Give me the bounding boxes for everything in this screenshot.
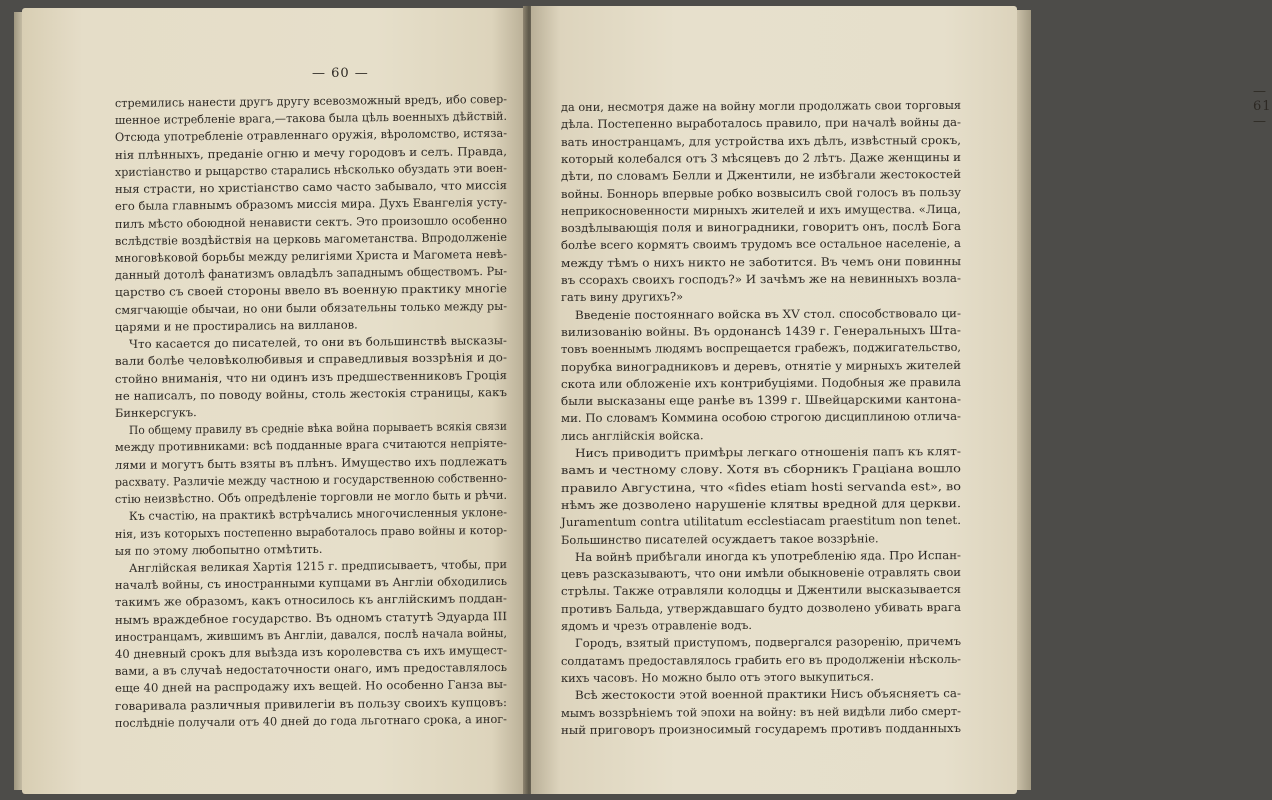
text-line: Большинство писателей осуждаетъ такое воззрѣніе. [560,530,879,547]
page-number-61: — 61 — [1253,84,1272,129]
text-line: неприкосновенности мирныхъ жителей и ихъ имущества. «Лица, [560,201,962,218]
text-line: Отсюда употребленіе отравленнаго оружія, вѣроломство, истяза- [114,126,508,145]
text-line: гать вину другихъ?» [560,289,684,305]
text-line: не написалъ, по поводу войны, столь жестокія страницы, какъ [114,384,508,403]
text-line: вами, а въ случаѣ недостаточности онаго, имъ предоставлялось [114,660,508,679]
text-line: еще 40 дней на распродажу ихъ вещей. Но особенно Ганза вы- [114,677,508,696]
text-line: вилизованію войны. Въ ордонансѣ 1439 г. Генеральныхъ Шта- [560,322,962,339]
text-line: многовѣковой борьбы между религіями Христа и Магомета невѣ- [114,246,508,265]
text-line: мымъ воззрѣніемъ той эпохи на войну: въ ней видѣли либо смерт- [560,703,962,720]
text-line: нія плѣнныхъ, преданіе огню и мечу городовъ и селъ. Правда, [114,143,508,162]
text-line: который колебался отъ 3 мѣсяцевъ до 2 лѣтъ. Даже женщины и [560,149,962,166]
text-line: да они, несмотря даже на войну могли продолжать свои торговыя [560,97,962,114]
text-line: Всѣ жестокости этой военной практики Нисъ объясняетъ са- [574,686,962,703]
text-line: Juramentum contra utilitatum ecclestiacam praestitum non tenet. [560,513,962,530]
text-line: вамъ и честному слову. Хотя въ сборникъ Граціана вошло [560,461,962,478]
text-line: товъ военнымъ людямъ воспрещается грабежъ, поджигательство, [560,340,962,357]
text-line: вслѣдствіе воздѣйствія на церковь магометанства. Впродолженіе [114,229,508,248]
text-line: стію неизвѣстно. Объ опредѣленіе торговли не могло быть и рѣчи. [114,487,508,507]
text-line: ныя страсти, но христіанство само часто забывало, что миссія [114,178,508,197]
text-line: Къ счастію, на практикѣ встрѣчались многочисленныя уклоне- [128,505,508,524]
text-line: цевъ разсказываютъ, что они имѣли обыкновеніе отравлять свои [560,565,962,582]
text-line: лями и могутъ быть взяты въ плѣнъ. Имущество ихъ подлежатъ [114,453,508,472]
text-line: На войнѣ прибѣгали иногда къ употребленію яда. Про Испан- [574,547,962,564]
page-number-60: — 60 — [312,66,369,81]
text-line: данный дотолѣ фанатизмъ овладѣлъ западнымъ обществомъ. Ры- [114,264,508,283]
text-line: ми. По словамъ Коммина особою строгою дисциплиною отлича- [560,409,962,426]
text-line: шенное истребленіе врага,—такова была цѣль военныхъ дѣйствій. [114,109,508,128]
text-line: христіанство и рыцарство старались нѣсколько обуздать эти воен- [114,160,508,179]
text-line: ядомъ и чрезъ отравленіе водъ. [560,617,753,633]
text-line: дѣти, по словамъ Белли и Джентили, не избѣгали жестокостей [560,167,962,184]
text-line: 40 дневный срокъ для выѣзда изъ королевства съ ихъ имущест- [114,642,508,662]
right-page-edge [1017,10,1031,790]
text-line: въ ссорахъ своихъ господъ?» И зачѣмъ же на невинныхъ возла- [560,270,962,287]
text-line: нымъ враждебное государство. Въ одномъ статутѣ Эдуарда III [114,608,508,627]
text-line: дѣла. Постепенно выработалось правило, при началѣ войны да- [560,115,962,132]
text-line: Англійская великая Хартія 1215 г. предписываетъ, чтобы, при [128,556,508,575]
text-line: были высказаны еще ранѣе въ 1399 г. Швейцарскими кантона- [560,392,962,409]
text-line: пилъ мѣсто обоюдной ненависти сектъ. Это произошло особенно [114,212,508,231]
text-line: говаривала различныя привилегіи въ пользу своихъ купцовъ: [114,694,508,713]
text-line: воздѣлывающія поля и виноградники, говоритъ онъ, послѣ Бога [560,219,962,236]
text-line: послѣдніе получали отъ 40 дней до года льготнаго срока, а иног- [114,711,508,730]
text-line: Введеніе постояннаго войска въ XV стол. способствовало ци- [574,305,962,322]
text-line: стремились нанести другъ другу всевозможный вредъ, ибо совер- [114,91,508,110]
text-line: стрѣлы. Также отравляли колодцы и Джентили высказывается [560,582,962,599]
text-line: скота или обложеніе ихъ контрибуціями. Подобныя же правила [560,374,962,391]
text-line: По общему правилу въ средніе вѣка война порываетъ всякія связи [128,418,508,438]
text-line: расхвату. Различіе между частною и государственною собственно- [114,470,508,489]
text-line: противъ Бальда, утверждавшаго будто дозволено убивать врага [560,599,962,616]
text-line: вали болѣе человѣколюбивыя и справедливыя воззрѣнія и до- [114,350,508,369]
text-line: ыя по этому любопытно отмѣтить. [114,541,323,558]
text-line: Городъ, взятый приступомъ, подвергался разоренію, причемъ [574,634,962,651]
text-line: царями и не простирались на вилланов. [114,317,358,334]
text-line: нѣмъ же дозволено нарушеніе клятвы вредной для церкви. [560,496,962,512]
text-line: Бинкерсгукъ. [114,405,197,420]
text-line: смягчающіе обычаи, но они были обязательны только между ры- [114,298,508,317]
text-line: царство съ своей стороны ввело въ военную практику многіе [114,281,508,300]
text-line: вать иностранцамъ, для устройства ихъ дѣлъ, извѣстный срокъ, [560,132,962,149]
text-line: кихъ часовъ. Но можно было отъ этого выкупиться. [560,669,875,685]
text-line: лись англійскія войска. [560,427,704,443]
text-line: Нисъ приводитъ примѣры легкаго отношенія папъ къ клят- [574,444,962,460]
text-line: правило Августина, что «fides etiam hosti servanda est», во [560,478,962,495]
right-page [531,6,1272,794]
text-line: между тѣмъ о нихъ никто не заботится. Въ чемъ они повинны [560,253,962,270]
text-line: между противниками: всѣ подданные врага считаются непріяте- [114,436,508,455]
text-line: началѣ войны, съ иностранными купцами въ Англіи обходились [114,574,508,593]
text-line: солдатамъ предоставлялось грабить его въ продолженіи нѣсколь- [560,651,962,668]
text-line: его была главнымъ образомъ миссія мира. Духъ Евангелія усту- [114,195,508,214]
text-line: ный приговоръ произносимый государемъ противъ подданныхъ [560,720,962,737]
text-line: нія, изъ которыхъ постепенно выработалось право войны и котор- [114,522,508,541]
left-page [22,8,527,794]
text-line: стойно вниманія, что ни одинъ изъ предшественниковъ Гроція [114,367,508,386]
text-line: такимъ же образомъ, какъ относилось къ англійскимъ поддан- [114,591,508,610]
text-line: иностранцамъ, жившимъ въ Англіи, давался, послѣ начала войны, [114,625,508,644]
text-line: болѣе всего кормятъ своимъ трудомъ все остальное населеніе, а [560,236,962,253]
text-line: Что касается до писателей, то они въ большинствѣ высказы- [128,333,508,352]
text-line: войны. Боннорь впервые робко возвысилъ свой голосъ въ пользу [560,184,962,201]
text-line: порубка виноградниковъ и деревъ, отнятіе у мирныхъ жителей [560,357,962,374]
